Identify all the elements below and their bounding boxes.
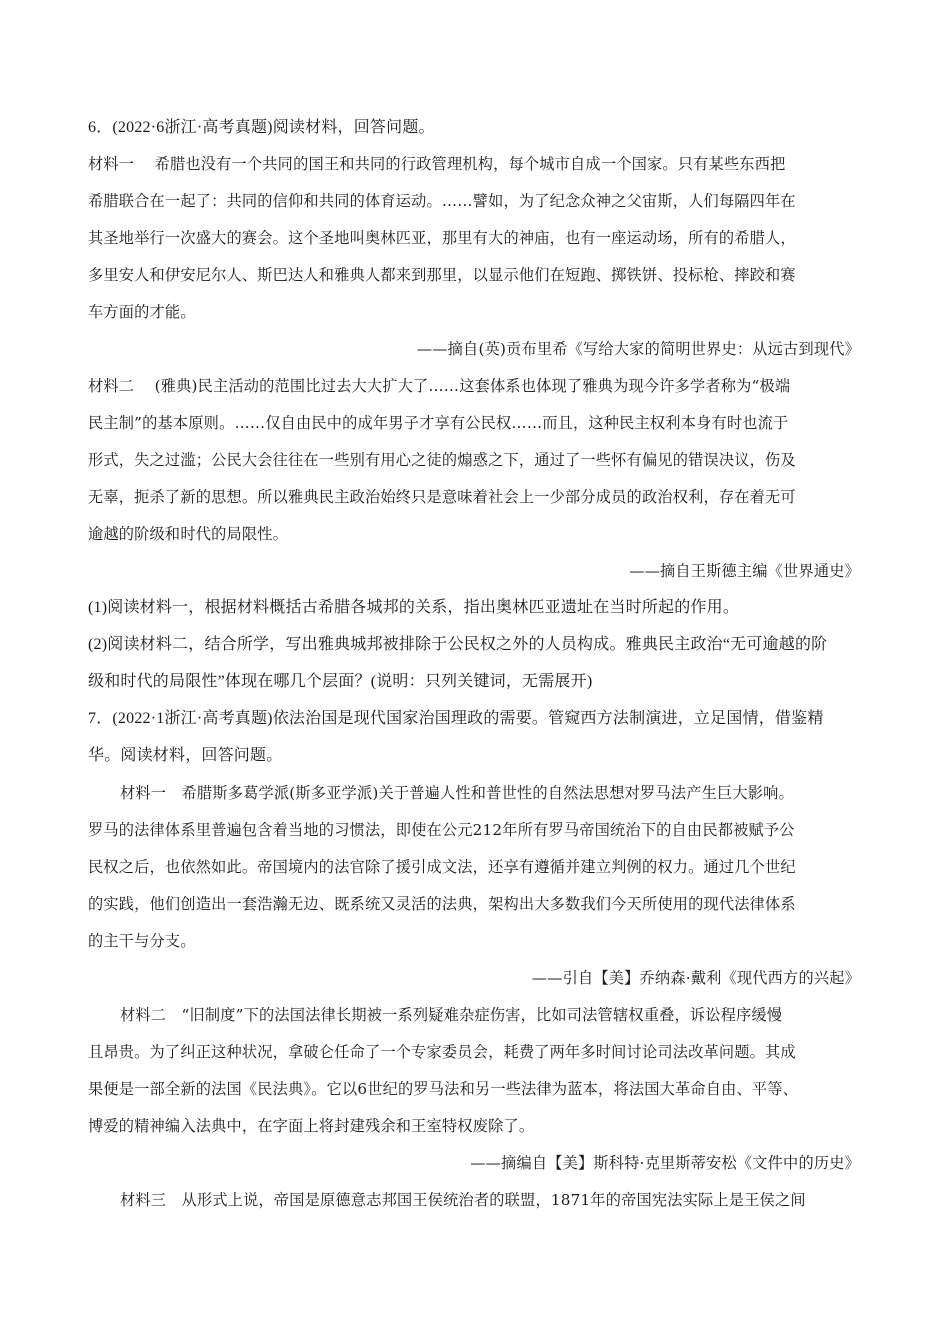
q7-material2-line: 博爱的精神编入法典中，在字面上将封建残余和王室特权废除了。: [88, 1117, 535, 1135]
q7-material3-line: 材料三 从形式上说，帝国是原德意志邦国王侯统治者的联盟，1871年的帝国宪法实际上是王侯之间: [120, 1191, 806, 1209]
q6-material2-line: 民主制”的基本原则。……仅自由民中的成年男子才享有公民权……而且，这种民主权利本身有时也流于: [88, 414, 789, 432]
q6-material1-line: 车方面的才能。: [88, 303, 196, 321]
q6-material2-line: 材料二 (雅典)民主活动的范围比过去大大扩大了……这套体系也体现了雅典为现今许多学者称为“极端: [88, 377, 791, 395]
q6-title: 6．(2022·6浙江·高考真题)阅读材料，回答问题。: [88, 119, 435, 136]
q7-title: 7．(2022·1浙江·高考真题)依法治国是现代国家治国理政的需要。管窥西方法制演进，立足国情，借鉴精: [88, 710, 824, 727]
q7-title-cont: 华。阅读材料，回答问题。: [88, 747, 283, 764]
q7-material2-line: 且昂贵。为了纠正这种状况，拿破仑任命了一个专家委员会，耗费了两年多时间讨论司法改革问题。其成: [88, 1043, 796, 1061]
q7-material1-line: 罗马的法律体系里普遍包含着当地的习惯法，即使在公元212年所有罗马帝国统治下的自由民都被赋予公: [88, 821, 795, 839]
q7-material1-source: ——引自【美】乔纳森·戴利《现代西方的兴起》: [531, 969, 860, 987]
q6-material1-source: ——摘自(英)贡布里希《写给大家的简明世界史：从远古到现代》: [416, 340, 860, 358]
q7-material1-line: 的实践，他们创造出一套浩瀚无边、既系统又灵活的法典，架构出大多数我们今天所使用的现代法律体系: [88, 895, 796, 913]
q6-material2-line: 逾越的阶级和时代的局限性。: [88, 525, 289, 543]
q7-material1-line: 的主干与分支。: [88, 932, 196, 950]
q6-question-2: (2)阅读材料二，结合所学，写出雅典城邦被排除于公民权之外的人员构成。雅典民主政治“无可逾越的阶: [88, 636, 828, 653]
q7-material1-line: 民权之后，也依然如此。帝国境内的法官除了援引成文法，还享有遵循并建立判例的权力。通过几个世纪: [88, 858, 796, 876]
q7-material2-source: ——摘编自【美】斯科特·克里斯蒂安松《文件中的历史》: [470, 1154, 860, 1172]
q6-material1-line: 其圣地举行一次盛大的赛会。这个圣地叫奥林匹亚，那里有大的神庙，也有一座运动场，所有的希腊人，: [88, 229, 796, 247]
q7-material2-line: 材料二 “旧制度”下的法国法律长期被一系列疑难杂症伤害，比如司法管辖权重叠，诉讼程序缓慢: [120, 1006, 783, 1024]
q6-material1-line: 材料一 希腊也没有一个共同的国王和共同的行政管理机构，每个城市自成一个国家。只有某些东西把: [88, 155, 786, 173]
q6-material1-line: 希腊联合在一起了：共同的信仰和共同的体育运动。……譬如，为了纪念众神之父宙斯，人们每隔四年在: [88, 192, 796, 210]
q6-material2-line: 无辜，扼杀了新的思想。所以雅典民主政治始终只是意味着社会上一少部分成员的政治权利，存在着无可: [88, 488, 796, 506]
q6-material1-line: 多里安人和伊安尼尔人、斯巴达人和雅典人都来到那里，以显示他们在短跑、掷铁饼、投标枪、摔跤和赛: [88, 266, 796, 284]
q6-material2-line: 形式，失之过滥；公民大会往往在一些别有用心之徒的煽惑之下，通过了一些怀有偏见的错误决议，伤及: [88, 451, 796, 469]
q7-material1-line: 材料一 希腊斯多葛学派(斯多亚学派)关于普遍人性和普世性的自然法思想对罗马法产生巨大影响。: [120, 784, 794, 802]
q6-question-1: (1)阅读材料一，根据材料概括古希腊各城邦的关系，指出奥林匹亚遗址在当时所起的作用。: [88, 599, 740, 616]
q6-question-2-cont: 级和时代的局限性”体现在哪几个层面？(说明：只列关键词，无需展开): [88, 673, 593, 690]
q6-material2-source: ——摘自王斯德主编《世界通史》: [629, 562, 860, 580]
q7-material2-line: 果便是一部全新的法国《民法典》。它以6世纪的罗马法和另一些法律为蓝本，将法国大革命自由、平等、: [88, 1080, 799, 1098]
